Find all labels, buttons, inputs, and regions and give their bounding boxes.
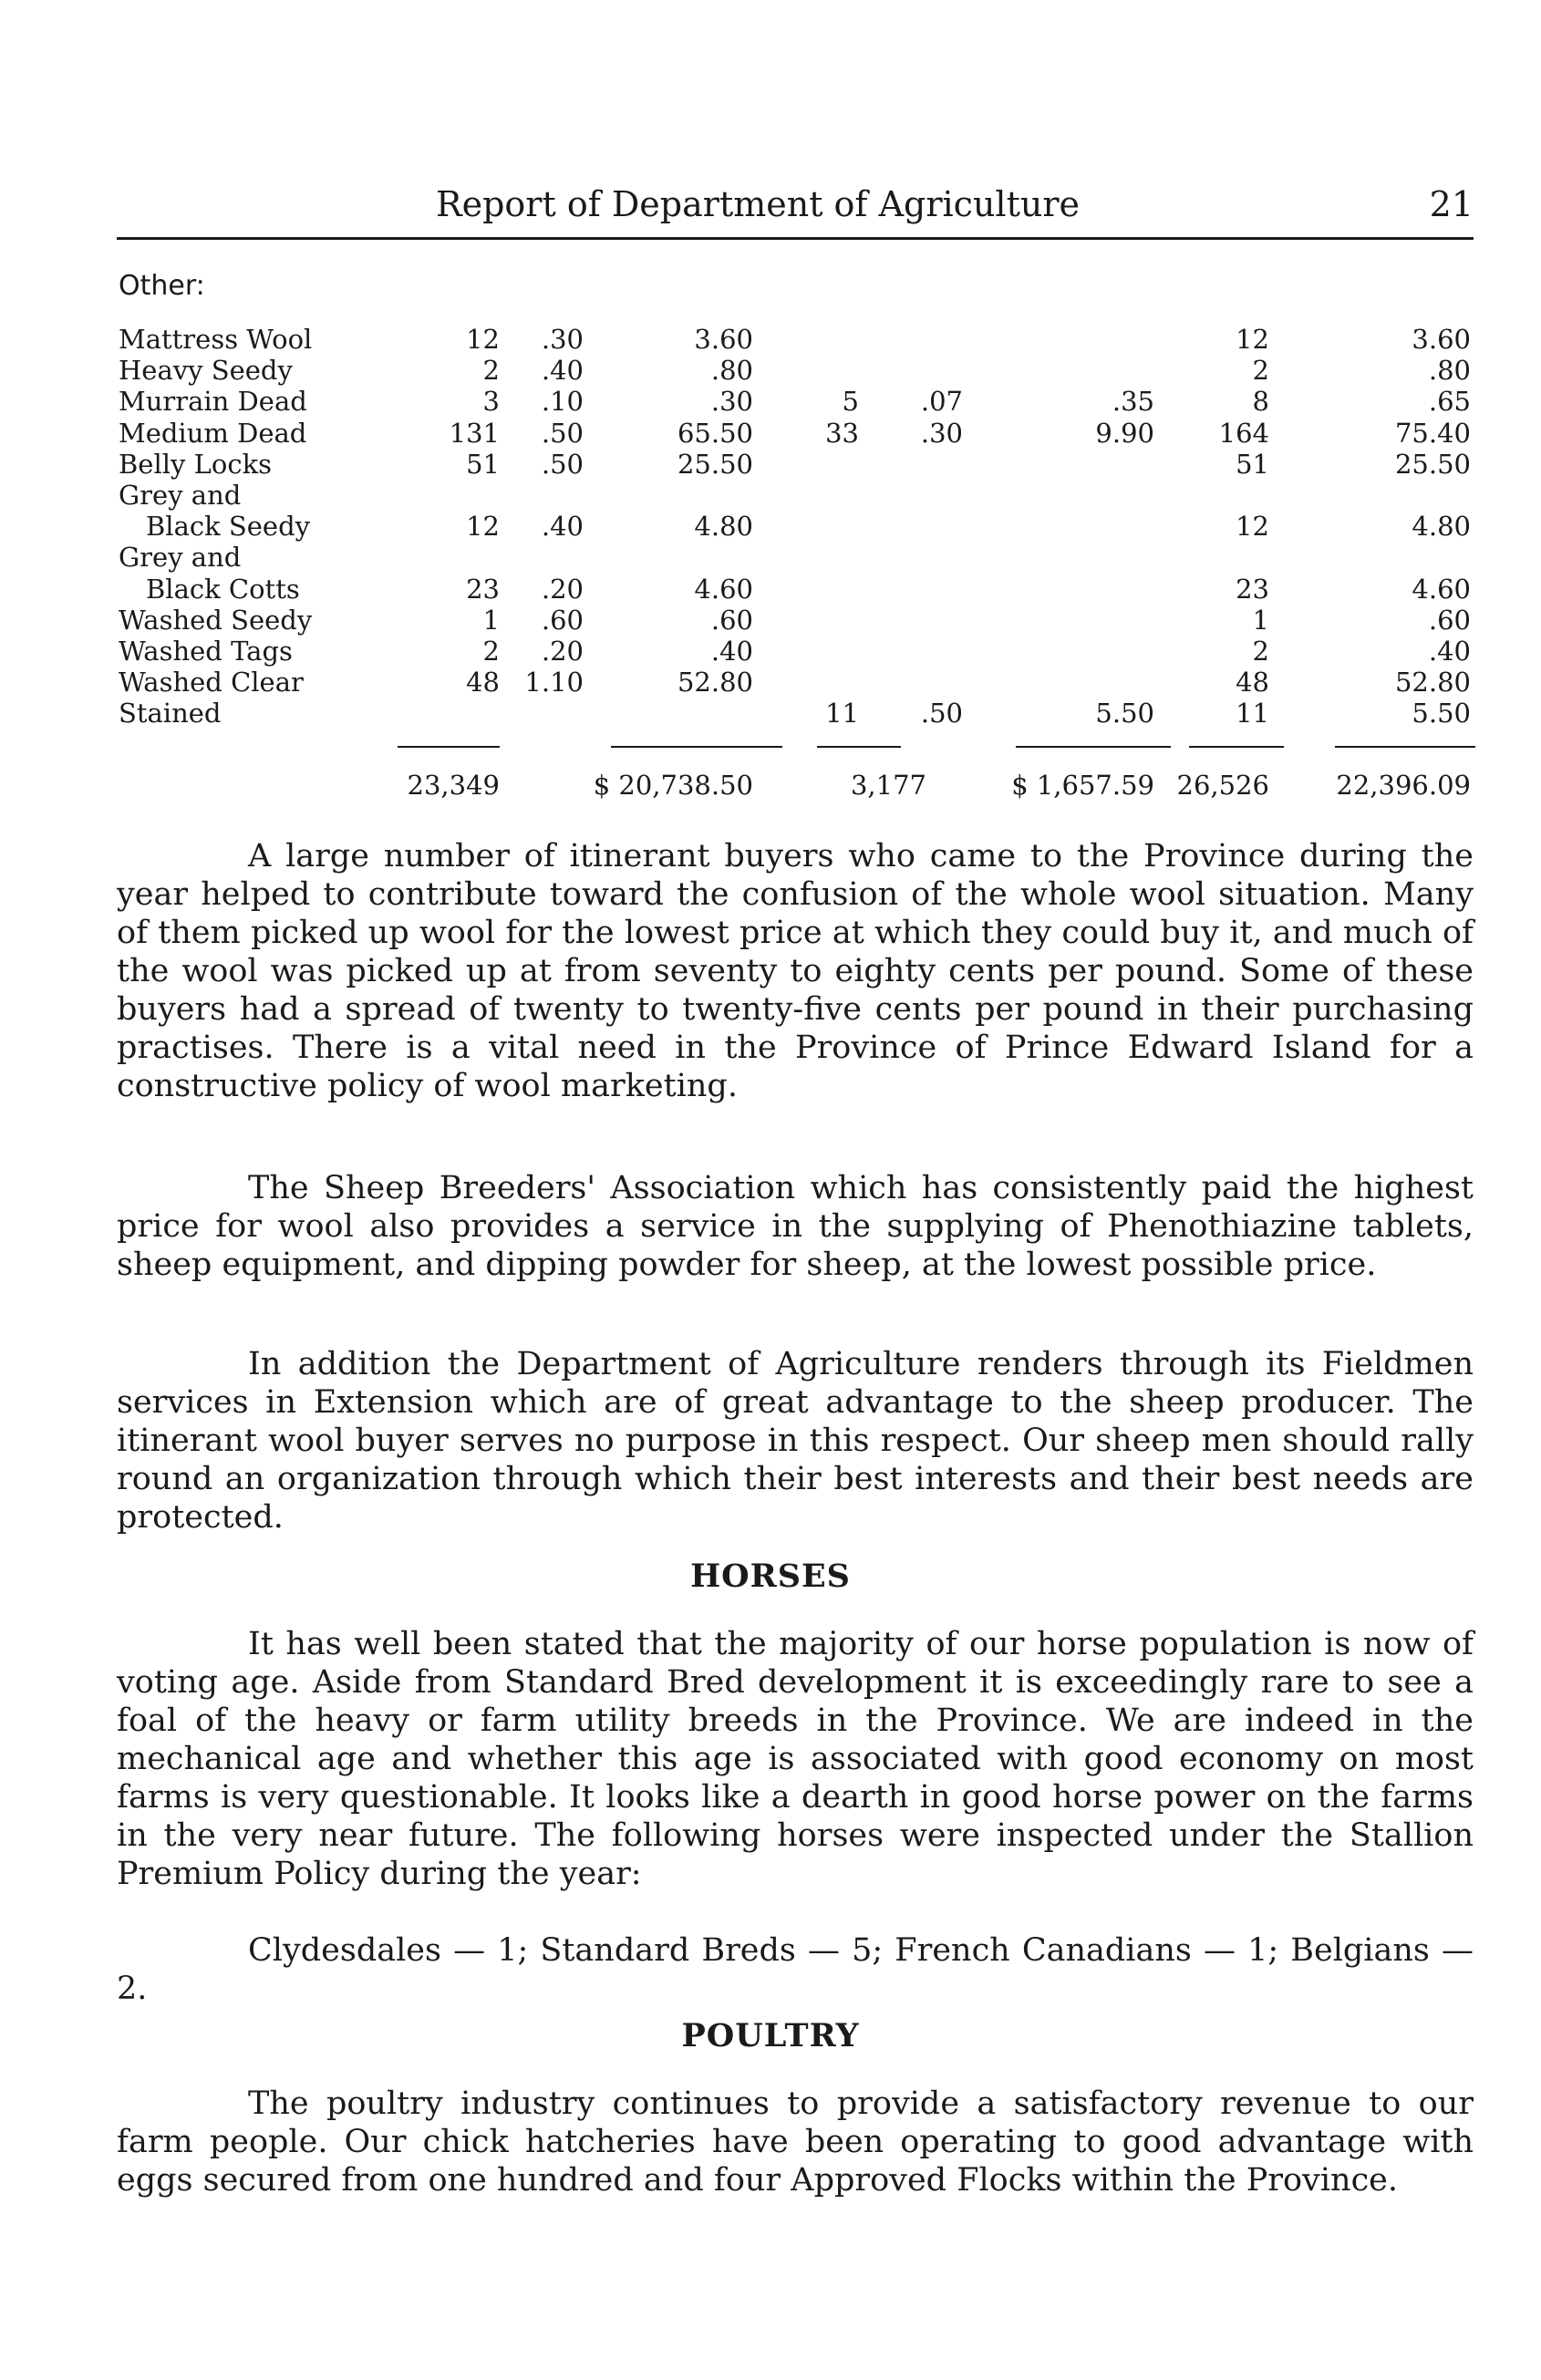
- table-cell-c8: 3.60: [1412, 324, 1471, 355]
- table-cell-c1: 2: [482, 355, 500, 387]
- paragraph-department-services: In addition the Department of Agriculture renders through its Fieldmen services in Extension which are of great advantage to the sheep producer. The itinerant wool buyer serves no purpose in this respect. Our sheep men should rally round an organization through which their best interests and their best needs are protected.: [117, 1346, 1474, 1536]
- page-title: Report of Department of Agriculture: [436, 184, 1080, 224]
- paragraph-horses: It has well been stated that the majority of our horse population is now of voting age. Aside from Standard Bred development it is exceedingly rare to see a foal of the heavy or farm utility breeds in the Province. We are indeed in the mechanical age and whether this age is associated with good economy on most farms is very questionable. It looks like a dearth in good horse power on the farms in the very near future. The following horses were inspected under the Stallion Premium Policy during the year:: [117, 1626, 1474, 1892]
- table-total-c6: $ 1,657.59: [1011, 770, 1154, 801]
- table-cell-c3: 3.60: [694, 324, 753, 355]
- table-cell-c1: 23: [466, 573, 500, 605]
- table-row-label: Washed Tags: [119, 636, 293, 667]
- table-cell-c2: .20: [541, 573, 584, 605]
- table-cell-c7: 12: [1236, 511, 1269, 543]
- table-total-c7: 26,526: [1176, 770, 1269, 801]
- table-cell-c2: .40: [541, 511, 584, 543]
- table-cell-c7: 2: [1252, 636, 1269, 667]
- table-cell-c1: 51: [466, 448, 500, 480]
- table-row-label: Mattress Wool: [119, 324, 313, 355]
- table-row-label: Heavy Seedy: [119, 355, 293, 387]
- table-cell-c1: 12: [466, 324, 500, 355]
- table-cell-c1: 3: [482, 386, 500, 418]
- table-cell-c3: 4.80: [694, 511, 753, 543]
- table-cell-c2: .30: [541, 324, 584, 355]
- table-row-label: Stained: [119, 698, 222, 730]
- table-row-label: Black Seedy: [146, 511, 311, 543]
- table-row-label: Murrain Dead: [119, 386, 307, 418]
- table-cell-c4: 5: [842, 386, 859, 418]
- table-cell-c7: 164: [1218, 417, 1269, 449]
- table-row-label: Belly Locks: [119, 448, 273, 480]
- table-cell-c1: 2: [482, 636, 500, 667]
- total-rule: [611, 746, 782, 748]
- page-header: [117, 182, 1474, 240]
- table-cell-c1: 131: [449, 417, 500, 449]
- table-cell-c7: 8: [1252, 386, 1269, 418]
- table-section-label: Other:: [119, 270, 205, 302]
- table-cell-c1: 12: [466, 511, 500, 543]
- total-rule: [398, 746, 500, 748]
- table-cell-c1: 48: [466, 667, 500, 698]
- table-cell-c2: 1.10: [524, 667, 584, 698]
- table-cell-c1: 1: [482, 604, 500, 636]
- paragraph-sheep-breeders: The Sheep Breeders' Association which has consistently paid the highest price for wool also provides a service in the supplying of Phenothiazine tablets, sheep equipment, and dipping powder for sheep, at the lowest possible price.: [117, 1170, 1474, 1283]
- heading-poultry: POULTRY: [681, 2017, 860, 2054]
- table-row-label: Grey and: [119, 480, 242, 511]
- table-row-label: Washed Clear: [119, 667, 304, 698]
- table-cell-c3: .60: [710, 604, 753, 636]
- table-cell-c5: .30: [920, 417, 963, 449]
- paragraph-poultry: The poultry industry continues to provide a satisfactory revenue to our farm people. Our chick hatcheries have been operating to good advantage with eggs secured from one hundred and four Approved Flocks within the Province.: [117, 2085, 1474, 2199]
- table-cell-c6: .35: [1112, 386, 1154, 418]
- table-cell-c7: 23: [1236, 573, 1269, 605]
- table-total-c3: $ 20,738.50: [593, 770, 753, 801]
- paragraph-itinerant-buyers: A large number of itinerant buyers who came to the Province during the year helped to contribute toward the confusion of the whole wool situation. Many of them picked up wool for the lowest price at which they could buy it, and much of the wool was picked up at from seventy to eighty cents per pound. Some of these buyers had a spread of twenty to twenty-five cents per pound in their purchasing practises. There is a vital need in the Province of Prince Edward Island for a constructive policy of wool marketing.: [117, 838, 1474, 1104]
- table-cell-c8: 4.80: [1412, 511, 1471, 543]
- table-cell-c2: .40: [541, 355, 584, 387]
- table-cell-c3: 25.50: [677, 448, 753, 480]
- table-cell-c7: 48: [1236, 667, 1269, 698]
- table-cell-c3: .80: [710, 355, 753, 387]
- total-rule: [1016, 746, 1171, 748]
- table-cell-c7: 12: [1236, 324, 1269, 355]
- table-cell-c5: .07: [920, 386, 963, 418]
- table-cell-c3: 52.80: [677, 667, 753, 698]
- total-rule: [817, 746, 901, 748]
- table-total-c1: 23,349: [407, 770, 500, 801]
- table-cell-c7: 1: [1252, 604, 1269, 636]
- table-cell-c4: 33: [825, 417, 859, 449]
- heading-horses: HORSES: [690, 1557, 851, 1595]
- paragraph-horse-counts: Clydesdales — 1; Standard Breds — 5; French Canadians — 1; Belgians — 2.: [117, 1932, 1474, 2007]
- table-row-label: Black Cotts: [146, 573, 300, 605]
- table-row-label: Grey and: [119, 542, 242, 574]
- table-cell-c8: .80: [1428, 355, 1471, 387]
- table-row-label: Washed Seedy: [119, 604, 313, 636]
- page-number: 21: [1429, 184, 1474, 224]
- table-cell-c2: .50: [541, 448, 584, 480]
- table-cell-c8: 5.50: [1412, 698, 1471, 730]
- table-total-c8: 22,396.09: [1336, 770, 1471, 801]
- table-cell-c8: .65: [1428, 386, 1471, 418]
- table-total-c4: 3,177: [850, 770, 926, 801]
- table-cell-c7: 2: [1252, 355, 1269, 387]
- table-cell-c8: .60: [1428, 604, 1471, 636]
- total-rule: [1189, 746, 1284, 748]
- table-row-label: Medium Dead: [119, 417, 307, 449]
- table-cell-c3: .30: [710, 386, 753, 418]
- table-cell-c7: 51: [1236, 448, 1269, 480]
- table-cell-c3: .40: [710, 636, 753, 667]
- table-cell-c8: 25.50: [1394, 448, 1471, 480]
- table-cell-c5: .50: [920, 698, 963, 730]
- table-cell-c2: .50: [541, 417, 584, 449]
- table-cell-c2: .20: [541, 636, 584, 667]
- table-cell-c6: 5.50: [1095, 698, 1154, 730]
- table-cell-c2: .60: [541, 604, 584, 636]
- table-cell-c3: 65.50: [677, 417, 753, 449]
- table-cell-c8: 75.40: [1394, 417, 1471, 449]
- table-cell-c6: 9.90: [1095, 417, 1154, 449]
- table-cell-c8: .40: [1428, 636, 1471, 667]
- table-cell-c8: 4.60: [1412, 573, 1471, 605]
- table-cell-c7: 11: [1236, 698, 1269, 730]
- total-rule: [1335, 746, 1475, 748]
- table-cell-c3: 4.60: [694, 573, 753, 605]
- table-cell-c4: 11: [825, 698, 859, 730]
- table-cell-c2: .10: [541, 386, 584, 418]
- table-cell-c8: 52.80: [1394, 667, 1471, 698]
